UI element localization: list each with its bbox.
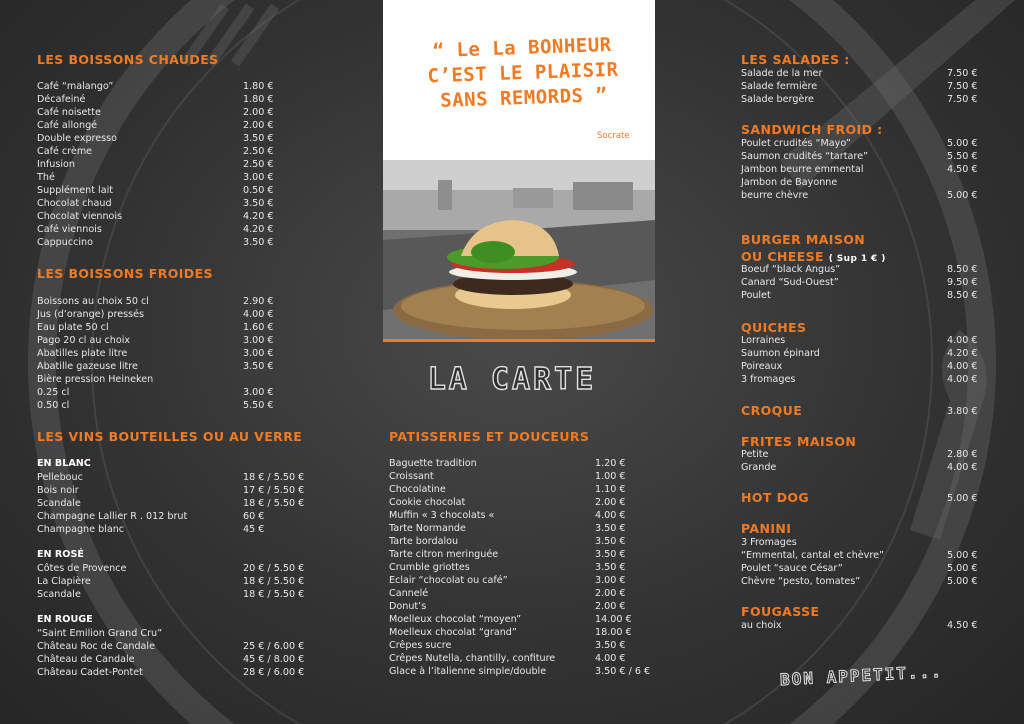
menu-item-price: 1.80 €: [243, 94, 274, 105]
menu-item-name: Supplément lait: [37, 185, 114, 196]
menu-item: [741, 575, 979, 588]
menu-item-price: 5.00 €: [947, 138, 978, 149]
section-title-patisseries: PATISSERIES ET DOUCEURS: [389, 429, 590, 444]
list-vins-blanc: [37, 471, 317, 536]
menu-item: [37, 484, 317, 497]
list-salades: [741, 67, 979, 106]
menu-item: [389, 626, 655, 639]
quote-author: Socrate: [597, 131, 630, 141]
menu-item-name: Poulet crudités “Mayo”: [741, 138, 851, 149]
list-frites: [741, 448, 979, 474]
quote-photo-panel: [383, 0, 655, 342]
menu-item-name: Pago 20 cl au choix: [37, 335, 131, 346]
menu-item: [741, 536, 979, 549]
hotdog-price: [947, 492, 987, 505]
menu-item: [389, 574, 655, 587]
menu-item-price: 3.00 €: [243, 387, 274, 398]
list-vins-rouge: [37, 627, 317, 679]
menu-item-name: Chocolatine: [389, 484, 446, 495]
menu-item: [741, 67, 979, 80]
subtitle-en-rose: EN ROSÉ: [37, 549, 84, 560]
menu-item-name: Scandale: [37, 498, 81, 509]
menu-item: [37, 197, 317, 210]
menu-item-name: Canard “Sud-Ouest”: [741, 277, 839, 288]
menu-item-name: Croissant: [389, 471, 434, 482]
menu-item-price: 5.50 €: [947, 151, 978, 162]
menu-item: [37, 373, 317, 386]
menu-item-price: 4.00 €: [947, 462, 978, 473]
burger-cheese-label: OU CHEESE: [741, 249, 824, 264]
menu-item-name: Boissons au choix 50 cl: [37, 296, 149, 307]
menu-item: [37, 119, 317, 132]
menu-item-name: Cappuccino: [37, 237, 94, 248]
menu-item-name: Infusion: [37, 159, 75, 170]
menu-item-price: 3.50 €: [595, 523, 626, 534]
menu-item-price: 3.50 €: [243, 237, 274, 248]
menu-item-price: 4.50 €: [947, 620, 978, 631]
menu-item-price: 2.00 €: [595, 497, 626, 508]
menu-item-name: 0.25 cl: [37, 387, 70, 398]
menu-item-name: Côtes de Provence: [37, 563, 127, 574]
menu-item: [389, 600, 655, 613]
menu-item: [37, 308, 317, 321]
menu-item-name: Abatille gazeuse litre: [37, 361, 138, 372]
menu-item-name: Crumble griottes: [389, 562, 470, 573]
menu-item: [741, 176, 979, 189]
menu-item-name: Petite: [741, 449, 769, 460]
section-title-salades: LES SALADES :: [741, 52, 850, 67]
menu-item-name: Lorraines: [741, 335, 786, 346]
menu-item-price: 1.00 €: [595, 471, 626, 482]
menu-item-name: Chocolat viennois: [37, 211, 123, 222]
menu-item-name: Café viennois: [37, 224, 102, 235]
menu-item-name: Moelleux chocolat “moyen”: [389, 614, 522, 625]
menu-item-name: Chèvre “pesto, tomates”: [741, 576, 861, 587]
menu-item-name: Eclair “chocolat ou café”: [389, 575, 508, 586]
menu-item: [741, 373, 979, 386]
quote-line-2: C’EST LE PLAISIR: [427, 58, 619, 88]
menu-item-price: 17 € / 5.50 €: [243, 485, 305, 496]
menu-item-price: 3.00 €: [243, 348, 274, 359]
menu-item-price: 3.50 €: [595, 536, 626, 547]
menu-item-price: 45 € / 8.00 €: [243, 654, 305, 665]
menu-item-price: 60 €: [243, 511, 265, 522]
menu-item: [741, 448, 979, 461]
menu-item: [389, 561, 655, 574]
menu-item-name: Café crème: [37, 146, 93, 157]
menu-item-price: 3.00 €: [595, 575, 626, 586]
bon-appetit-text: BON APPETIT...: [779, 661, 944, 690]
menu-item: [37, 575, 317, 588]
menu-item: [389, 652, 655, 665]
menu-item: [37, 471, 317, 484]
menu-item-name: Scandale: [37, 589, 81, 600]
menu-item: [37, 510, 317, 523]
menu-item-price: 4.00 €: [947, 335, 978, 346]
menu-item-price: 4.20 €: [243, 224, 274, 235]
menu-item-name: Glace à l’italienne simple/double: [389, 666, 547, 677]
menu-item: [389, 496, 655, 509]
menu-item-price: 4.00 €: [595, 510, 626, 521]
menu-item-price: 18 € / 5.50 €: [243, 576, 305, 587]
section-title-burger: BURGER MAISON: [741, 232, 866, 247]
menu-item-price: 7.50 €: [947, 68, 978, 79]
menu-item: [37, 588, 317, 601]
menu-item: [741, 619, 979, 632]
list-patisseries: [389, 457, 655, 678]
menu-item: [37, 653, 317, 666]
menu-item-name: Grande: [741, 462, 777, 473]
menu-item-name: Poulet: [741, 290, 771, 301]
menu-item-price: 5.50 €: [243, 400, 274, 411]
menu-item-price: 2.00 €: [595, 601, 626, 612]
menu-item: [741, 360, 979, 373]
menu-item: [37, 347, 317, 360]
menu-item-price: 3.00 €: [243, 172, 274, 183]
menu-item: [37, 666, 317, 679]
menu-item-price: 5.00 €: [947, 190, 978, 201]
menu-item-name: 0.50 cl: [37, 400, 70, 411]
menu-item-price: 1.80 €: [243, 81, 274, 92]
quote-line-3: SANS REMORDS ”: [439, 84, 608, 112]
menu-item-name: Bois noir: [37, 485, 79, 496]
menu-item-price: 18 € / 5.50 €: [243, 498, 305, 509]
menu-item-price: 2.00 €: [243, 120, 274, 131]
menu-item-price: 8.50 €: [947, 264, 978, 275]
subtitle-en-blanc: EN BLANC: [37, 458, 91, 469]
menu-item: [37, 158, 317, 171]
menu-item: [37, 132, 317, 145]
menu-item: [37, 386, 317, 399]
menu-item-name: “Saint Emilion Grand Cru”: [37, 628, 163, 639]
section-title-quiches: QUICHES: [741, 320, 807, 335]
menu-item-name: Tarte Normande: [389, 523, 466, 534]
menu-item: [389, 639, 655, 652]
menu-item-name: Café allongé: [37, 120, 98, 131]
menu-item: [741, 334, 979, 347]
menu-item-name: Crêpes sucre: [389, 640, 452, 651]
section-title-vins: LES VINS BOUTEILLES OU AU VERRE: [37, 429, 303, 444]
menu-item-price: 4.20 €: [947, 348, 978, 359]
menu-item: [389, 535, 655, 548]
menu-item-name: Saumon épinard: [741, 348, 820, 359]
menu-item-price: 7.50 €: [947, 94, 978, 105]
menu-item-price: 5.00 €: [947, 563, 978, 574]
menu-item: [37, 627, 317, 640]
menu-item-price: 18 € / 5.50 €: [243, 472, 305, 483]
menu-item-price: 4.00 €: [947, 374, 978, 385]
menu-item-price: 3.50 € / 6 €: [595, 666, 651, 677]
menu-item-price: 14.00 €: [595, 614, 632, 625]
menu-item: [741, 461, 979, 474]
quote-line-1: “ Le La BONHEUR: [432, 33, 612, 63]
menu-item-name: beurre chèvre: [741, 190, 809, 201]
menu-item-name: “Emmental, cantal et chèvre”: [741, 550, 884, 561]
menu-item-name: Pellebouc: [37, 472, 83, 483]
menu-item: [37, 640, 317, 653]
menu-item: [741, 80, 979, 93]
menu-item-name: Château Cadet-Pontet: [37, 667, 143, 678]
menu-item-name: Double expresso: [37, 133, 118, 144]
menu-item-name: Café noisette: [37, 107, 101, 118]
menu-item: [389, 587, 655, 600]
menu-item-name: Champagne blanc: [37, 524, 125, 535]
menu-item-name: Salade bergère: [741, 94, 814, 105]
menu-item-price: 2.00 €: [243, 107, 274, 118]
menu-item-price: 28 € / 6.00 €: [243, 667, 305, 678]
menu-item-name: Café “malango”: [37, 81, 114, 92]
menu-item-name: La Clapière: [37, 576, 91, 587]
menu-item-price: 1.10 €: [595, 484, 626, 495]
menu-item-name: Champagne Lallier R . 012 brut: [37, 511, 188, 522]
menu-item: [741, 263, 979, 276]
menu-item-price: 2.00 €: [595, 588, 626, 599]
menu-item: [37, 360, 317, 373]
menu-item-name: Château de Candale: [37, 654, 135, 665]
menu-item: [37, 210, 317, 223]
section-title-croque: CROQUE: [741, 403, 803, 418]
section-title-frites: FRITES MAISON: [741, 434, 857, 449]
menu-item: [37, 321, 317, 334]
menu-item-price: 2.50 €: [243, 146, 274, 157]
list-boissons-chaudes: [37, 80, 317, 249]
menu-item-price: 9.50 €: [947, 277, 978, 288]
section-title-hotdog: HOT DOG: [741, 490, 810, 505]
menu-item: [389, 522, 655, 535]
menu-item: [741, 562, 979, 575]
menu-item-price: 4.00 €: [243, 309, 274, 320]
menu-item-name: Muffin « 3 chocolats «: [389, 510, 495, 521]
menu-item-name: Boeuf “black Angus”: [741, 264, 841, 275]
menu-item-price: 1.20 €: [595, 458, 626, 469]
menu-item-name: 3 Fromages: [741, 537, 797, 548]
menu-item-name: Jambon beurre emmental: [741, 164, 864, 175]
menu-item: [741, 189, 979, 202]
menu-item-name: Jambon de Bayonne: [741, 177, 838, 188]
menu-item: [389, 457, 655, 470]
menu-item: [389, 483, 655, 496]
subtitle-en-rouge: EN ROUGE: [37, 614, 93, 625]
menu-item-price: 5.00 €: [947, 576, 978, 587]
list-sandwich: [741, 137, 979, 202]
section-title-sandwich: SANDWICH FROID :: [741, 122, 883, 137]
menu-item: [741, 150, 979, 163]
menu-item-price: 4.20 €: [243, 211, 274, 222]
menu-item-price: 4.00 €: [947, 361, 978, 372]
menu-item-price: 45 €: [243, 524, 265, 535]
menu-item: [37, 106, 317, 119]
menu-item-price: 3.50 €: [243, 133, 274, 144]
menu-item-name: Crêpes Nutella, chantilly, confiture: [389, 653, 556, 664]
menu-item: [389, 548, 655, 561]
menu-item-name: Cookie chocolat: [389, 497, 466, 508]
menu-item: [389, 509, 655, 522]
section-title-fougasse: FOUGASSE: [741, 604, 820, 619]
menu-item: [37, 562, 317, 575]
menu-item-name: Abatilles plate litre: [37, 348, 128, 359]
menu-item-name: Thé: [37, 172, 55, 183]
menu-item: [37, 236, 317, 249]
menu-item-price: 0.50 €: [243, 185, 274, 196]
menu-item-name: Poireaux: [741, 361, 783, 372]
menu-item-name: Salade de la mer: [741, 68, 823, 79]
menu-item-name: Donut’s: [389, 601, 427, 612]
menu-item: [741, 289, 979, 302]
menu-item: [37, 223, 317, 236]
menu-item: [741, 163, 979, 176]
section-title-boissons-froides: LES BOISSONS FROIDES: [37, 266, 213, 281]
menu-item-name: Jus (d’orange) pressés: [37, 309, 145, 320]
menu-item-name: Salade fermière: [741, 81, 818, 92]
menu-item-name: Saumon crudités “tartare”: [741, 151, 868, 162]
menu-item-price: 4.00 €: [595, 653, 626, 664]
la-carte-title: LA CARTE: [427, 362, 597, 397]
menu-item: [741, 137, 979, 150]
menu-item-name: Baguette tradition: [389, 458, 477, 469]
menu-item: [741, 549, 979, 562]
list-quiches: [741, 334, 979, 386]
menu-item: [389, 665, 655, 678]
menu-item-name: Tarte citron meringuée: [389, 549, 499, 560]
menu-item-price: 20 € / 5.50 €: [243, 563, 305, 574]
list-burger: [741, 263, 979, 302]
list-boissons-froides: [37, 295, 317, 412]
menu-item-price: 3.50 €: [595, 640, 626, 651]
hotdog-price-value: 5.00 €: [947, 493, 978, 504]
menu-item-price: 3.00 €: [243, 335, 274, 346]
menu-item-price: 3.50 €: [595, 549, 626, 560]
menu-item-price: 8.50 €: [947, 290, 978, 301]
list-fougasse: [741, 619, 979, 632]
menu-item-price: 18 € / 5.50 €: [243, 589, 305, 600]
menu-item: [37, 334, 317, 347]
menu-item: [741, 93, 979, 106]
menu-item-price: 3.50 €: [243, 361, 274, 372]
menu-item-name: Cannelé: [389, 588, 429, 599]
menu-item: [37, 171, 317, 184]
menu-item-price: 2.80 €: [947, 449, 978, 460]
menu-item-name: Château Roc de Candale: [37, 641, 155, 652]
menu-item: [389, 470, 655, 483]
menu-item: [389, 613, 655, 626]
section-title-panini: PANINI: [741, 521, 792, 536]
menu-item-price: 5.00 €: [947, 550, 978, 561]
menu-item-name: Poulet “sauce César”: [741, 563, 843, 574]
menu-item-price: 3.50 €: [595, 562, 626, 573]
quote-text: [402, 32, 644, 115]
menu-item-name: Eau plate 50 cl: [37, 322, 109, 333]
menu-item-name: Tarte bordalou: [389, 536, 459, 547]
section-title-boissons-chaudes: LES BOISSONS CHAUDES: [37, 52, 219, 67]
menu-item: [37, 184, 317, 197]
list-vins-rose: [37, 562, 317, 601]
menu-item: [741, 276, 979, 289]
menu-item-price: 18.00 €: [595, 627, 632, 638]
section-title-burger-cheese: [741, 249, 886, 264]
menu-item: [741, 347, 979, 360]
menu-item-price: 2.90 €: [243, 296, 274, 307]
list-panini: [741, 536, 979, 588]
menu-item-price: 3.50 €: [243, 198, 274, 209]
menu-item-price: 2.50 €: [243, 159, 274, 170]
menu-item-price: 1.60 €: [243, 322, 274, 333]
menu-item-price: 7.50 €: [947, 81, 978, 92]
croque-price-value: 3.80 €: [947, 406, 978, 417]
menu-item-name: Bière pression Heineken: [37, 374, 154, 385]
menu-item: [37, 295, 317, 308]
burger-photo: [383, 160, 655, 339]
menu-item: [37, 399, 317, 412]
menu-item-name: Chocolat chaud: [37, 198, 112, 209]
menu-item: [37, 93, 317, 106]
burger-cheese-supplement: ( Sup 1 € ): [828, 254, 886, 264]
menu-item-name: au choix: [741, 620, 782, 631]
croque-price: [947, 405, 987, 418]
menu-item-name: Moelleux chocolat “grand”: [389, 627, 517, 638]
menu-item: [37, 523, 317, 536]
menu-item: [37, 80, 317, 93]
menu-item: [37, 497, 317, 510]
menu-item-name: Décafeiné: [37, 94, 86, 105]
menu-item-name: 3 fromages: [741, 374, 796, 385]
menu-item-price: 4.50 €: [947, 164, 978, 175]
menu-item-price: 25 € / 6.00 €: [243, 641, 305, 652]
menu-item: [37, 145, 317, 158]
